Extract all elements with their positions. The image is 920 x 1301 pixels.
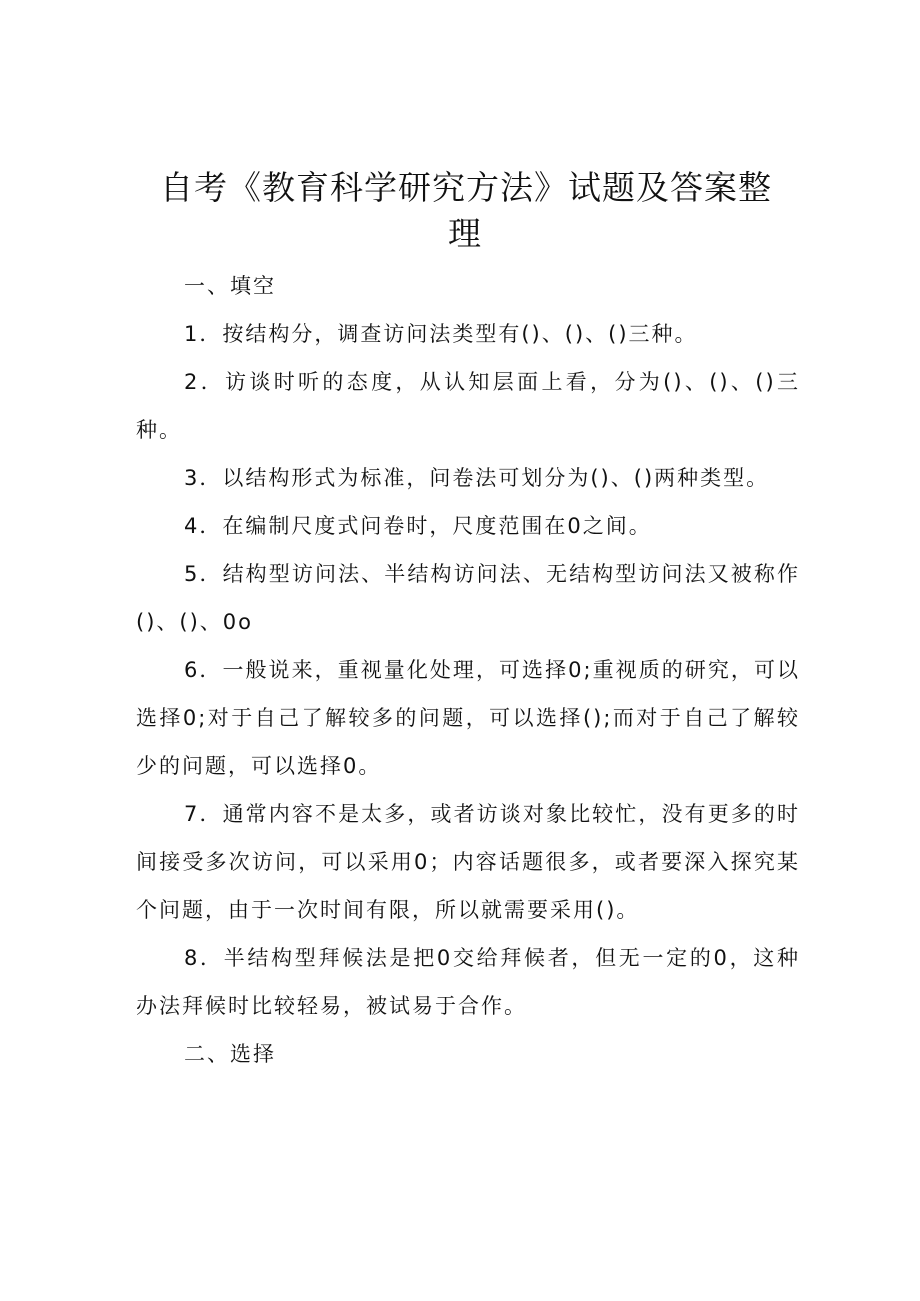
- question-item: 4．在编制尺度式问卷时，尺度范围在0之间。: [184, 514, 652, 538]
- question-item: 1．按结构分，调查访问法类型有()、()、()三种。: [184, 322, 698, 346]
- question-item: 7．通常内容不是太多，或者访谈对象比较忙，没有更多的时间接受多次访问，可以采用0；内容话题很多，或者要深入探究某个问题，由于一次时间有限，所以就需要采用()。: [136, 802, 800, 922]
- title-line-2: 理: [448, 214, 482, 253]
- document-body: [136, 262, 800, 1078]
- title-line-1: 自考《教育科学研究方法》试题及答案整: [160, 168, 772, 207]
- question-item: 6．一般说来，重视量化处理，可选择0;重视质的研究，可以选择0;对于自己了解较多的问题，可以选择();而对于自己了解较少的问题，可以选择0。: [136, 658, 800, 778]
- document-title: [160, 165, 770, 257]
- question-item: 3．以结构形式为标准，问卷法可划分为()、()两种类型。: [184, 466, 770, 490]
- question-item: 5．结构型访问法、半结构访问法、无结构型访问法又被称作()、()、0o: [136, 562, 800, 634]
- question-item: 2．访谈时听的态度，从认知层面上看，分为()、()、()三种。: [136, 370, 800, 442]
- section-heading-fill-blank: 一、填空: [184, 274, 276, 298]
- question-item: 8．半结构型拜候法是把0交给拜候者，但无一定的0，这种办法拜候时比较轻易，被试易于合作。: [136, 946, 800, 1018]
- section-heading-choice: 二、选择: [184, 1042, 276, 1066]
